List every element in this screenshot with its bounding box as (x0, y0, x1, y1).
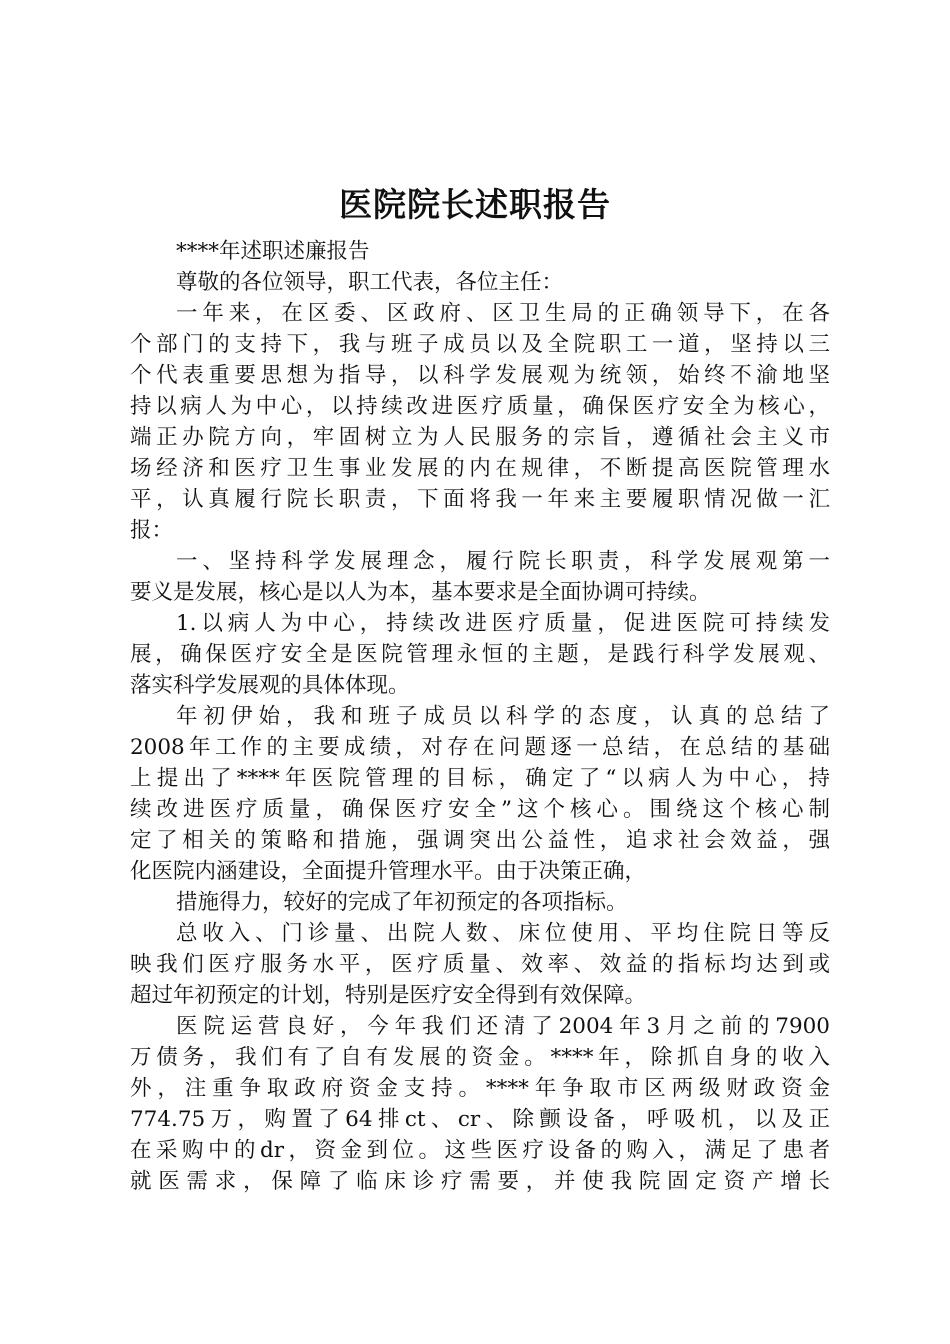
text-line: 落实科学发展观的具体体现。 (130, 673, 410, 698)
text-line: 个代表重要思想为指导，以科学发展观为统领，始终不渝地坚 (130, 363, 830, 388)
text-line: 万债务，我们有了自有发展的资金。****年，除抓自身的收入 (130, 1045, 830, 1070)
text-line: 外，注重争取政府资金支持。****年争取市区两级财政资金 (130, 1076, 830, 1101)
text-line: 场经济和医疗卫生事业发展的内在规律，不断提高医院管理水 (130, 456, 830, 481)
text-line: 个部门的支持下，我与班子成员以及全院职工一道，坚持以三 (130, 332, 830, 357)
text-line: 措施得力，较好的完成了年初预定的各项指标。 (176, 890, 628, 915)
document-title: 医院院长述职报告 (339, 185, 611, 224)
text-line: 1.以病人为中心，持续改进医疗质量，促进医院可持续发 (176, 611, 830, 636)
text-line: 在采购中的dr，资金到位。这些医疗设备的购入，满足了患者 (130, 1138, 830, 1163)
text-line: 展，确保医疗安全是医院管理永恒的主题，是践行科学发展观、 (130, 642, 830, 667)
text-line: 就医需求，保障了临床诊疗需要，并使我院固定资产增长 (130, 1169, 830, 1194)
text-line: 2008年工作的主要成绩，对存在问题逐一总结，在总结的基础 (130, 735, 830, 760)
document-body (130, 236, 830, 1197)
text-line: 一、坚持科学发展理念，履行院长职责，科学发展观第一 (176, 549, 830, 574)
text-line: 要义是发展，核心是以人为本，基本要求是全面协调可持续。 (130, 580, 711, 605)
text-line: 医院运营良好，今年我们还清了2004年3月之前的7900 (176, 1014, 830, 1039)
text-line: ****年述职述廉报告 (176, 239, 370, 264)
text-line: 报： (130, 518, 174, 543)
text-line: 映我们医疗服务水平，医疗质量、效率、效益的指标均达到或 (130, 952, 830, 977)
text-line: 定了相关的策略和措施，强调突出公益性，追求社会效益，强 (130, 828, 830, 853)
text-line: 持以病人为中心，以持续改进医疗质量，确保医疗安全为核心， (130, 394, 830, 419)
text-line: 平，认真履行院长职责，下面将我一年来主要履职情况做一汇 (130, 487, 830, 512)
text-line: 总收入、门诊量、出院人数、床位使用、平均住院日等反 (176, 921, 830, 946)
text-line: 尊敬的各位领导，职工代表，各位主任： (176, 270, 564, 295)
text-line: 年初伊始，我和班子成员以科学的态度，认真的总结了 (176, 704, 830, 729)
text-line: 上提出了****年医院管理的目标，确定了“以病人为中心，持 (130, 766, 830, 791)
text-line: 化医院内涵建设，全面提升管理水平。由于决策正确， (130, 859, 647, 884)
text-line: 续改进医疗质量，确保医疗安全”这个核心。围绕这个核心制 (130, 797, 830, 822)
text-line: 774.75万，购置了64排ct、cr、除颤设备，呼吸机，以及正 (130, 1107, 830, 1132)
text-line: 端正办院方向，牢固树立为人民服务的宗旨，遵循社会主义市 (130, 425, 830, 450)
text-line: 一年来，在区委、区政府、区卫生局的正确领导下，在各 (176, 301, 830, 326)
text-line: 超过年初预定的计划，特别是医疗安全得到有效保障。 (130, 983, 647, 1008)
